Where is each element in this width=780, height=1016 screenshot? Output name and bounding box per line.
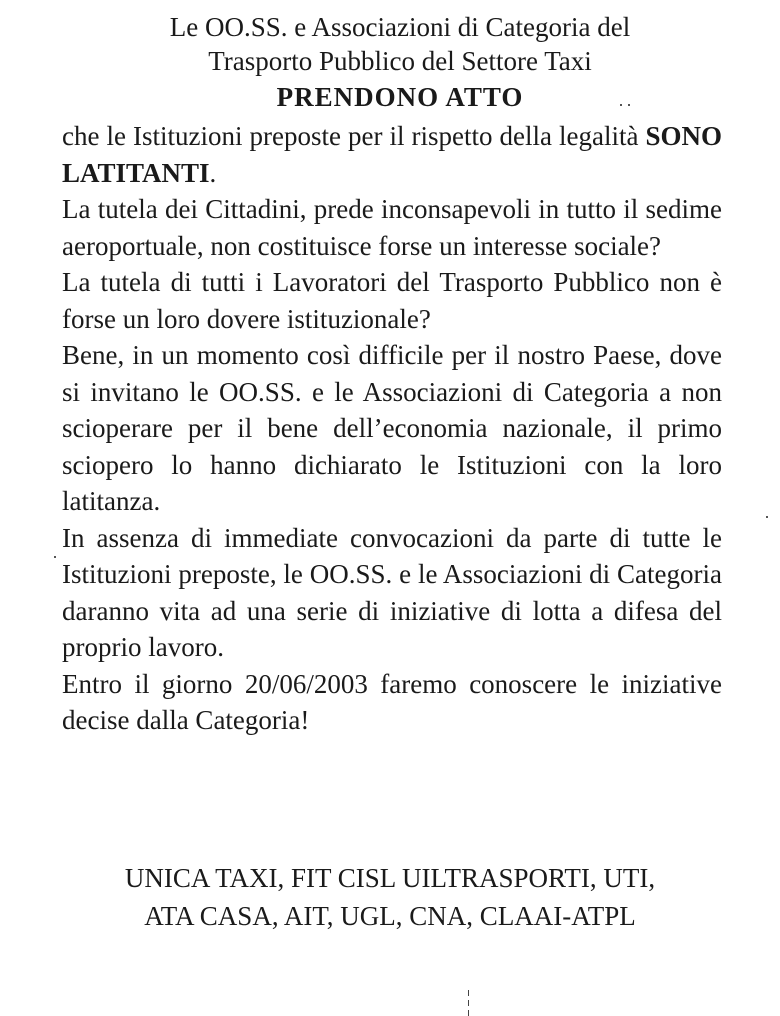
paragraph-1 (62, 118, 722, 191)
paragraph-6: Entro il giorno 20/06/2003 faremo conoscere le iniziative decise dalla Categoria! (62, 668, 722, 735)
signatories-line-2: ATA CASA, AIT, UGL, CNA, CLAAI-ATPL (144, 901, 636, 931)
scan-mark (468, 990, 469, 996)
header-line-1: Le OO.SS. e Associazioni di Categoria del (169, 12, 631, 42)
header-heading: PRENDONO ATTO (276, 82, 524, 112)
paragraph-2: La tutela dei Cittadini, prede inconsapevoli in tutto il sedime aeroportuale, non costituisce forse un interesse sociale? (62, 194, 722, 261)
scan-speck (54, 556, 56, 558)
scan-mark (468, 1010, 469, 1016)
paragraph-1-end: . (209, 157, 217, 188)
scan-speck (766, 516, 768, 518)
scan-mark (468, 1000, 469, 1006)
signatories-line-1: UNICA TAXI, FIT CISL UILTRASPORTI, UTI, (124, 863, 656, 893)
paragraph-1-text: che le Istituzioni preposte per il rispetto della legalità (62, 121, 639, 151)
paragraph-1-emphasis: SONO LATITANTI (62, 121, 723, 188)
scan-speck (628, 104, 630, 106)
paragraph-5: In assenza di immediate convocazioni da parte di tutte le Istituzioni preposte, le OO.SS. e le Associazioni di Categoria daranno vita ad una serie di iniziative di lotta a difesa del proprio lavoro. (62, 522, 722, 662)
paragraph-4: Bene, in un momento così difficile per il nostro Paese, dove si invitano le OO.SS. e le Associazioni di Categoria a non scioperare per il bene dell’economia nazionale, il primo sciopero lo hanno dichiarato le Istituzioni con la loro latitanza. (62, 340, 722, 516)
paragraph-3: La tutela di tutti i Lavoratori del Trasporto Pubblico non è forse un loro dovere istituzionale? (62, 267, 722, 334)
scan-speck (620, 104, 622, 106)
header-line-2: Trasporto Pubblico del Settore Taxi (208, 46, 592, 76)
document-body (62, 118, 722, 739)
